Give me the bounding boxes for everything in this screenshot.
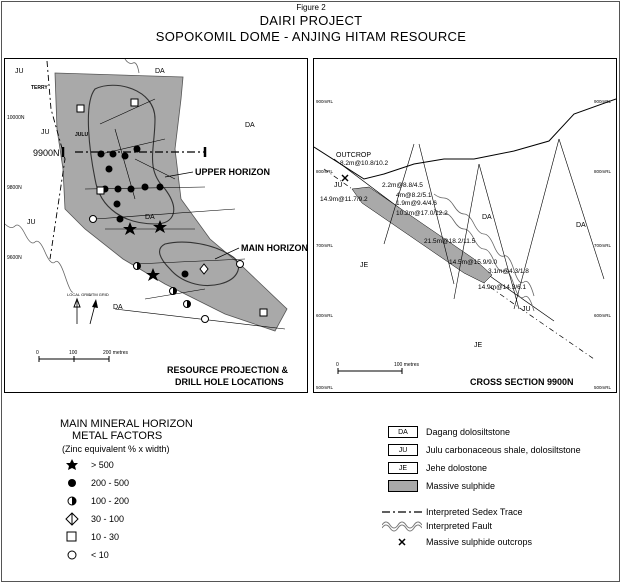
project-title: DAIRI PROJECT	[259, 13, 363, 28]
northing-label: 9800N	[7, 185, 22, 191]
cross-icon	[382, 536, 422, 548]
unit-label: JU	[334, 182, 343, 189]
svg-text:800mRL: 800mRL	[594, 169, 612, 174]
unit-label: JE	[474, 342, 483, 349]
scale-bar	[36, 350, 129, 362]
section-line-label: 9900N	[33, 148, 60, 158]
upper-horizon-label: UPPER HORIZON	[195, 167, 271, 177]
north-arrow-icon	[67, 292, 109, 324]
svg-text:700mRL: 700mRL	[316, 243, 334, 248]
intercept-label: 14.9m@11.7/9.2	[320, 196, 368, 203]
intercept-label: 1.9m@9.4/4.6	[396, 200, 437, 207]
wavy-line-icon	[382, 520, 422, 532]
grid-label: LOCAL GRID	[67, 292, 92, 297]
outcrop-label: OUTCROP	[336, 152, 371, 159]
svg-text:600mRL: 600mRL	[594, 313, 612, 318]
map-caption: CROSS SECTION 9900N	[470, 377, 574, 387]
intercept-label: 14.9m@14.3/6.1	[478, 284, 527, 291]
legend-note: (Zinc equivalent % x width)	[62, 444, 170, 454]
massive-sulphide-swatch	[388, 480, 418, 492]
svg-text:0: 0	[336, 362, 339, 368]
unit-label: DA	[482, 214, 492, 221]
figure-label: Figure 2	[296, 3, 326, 12]
place-label: TERRY	[31, 85, 48, 91]
svg-text:700mRL: 700mRL	[594, 243, 612, 248]
legend-title: METAL FACTORS	[72, 430, 163, 442]
grid-label: UTM GRID	[89, 292, 109, 297]
map-caption: DRILL HOLE LOCATIONS	[175, 377, 284, 387]
unit-label: DA	[576, 222, 586, 229]
legend-title: MAIN MINERAL HORIZON	[60, 418, 193, 430]
cross-section-map	[313, 58, 617, 393]
svg-text:500mRL: 500mRL	[594, 385, 612, 390]
intercept-label: 21.5m@18.2/11.5	[424, 238, 476, 245]
filled-circle-icon	[65, 476, 79, 490]
project-subtitle: SOPOKOMIL DOME - ANJING HITAM RESOURCE	[155, 29, 467, 44]
dash-dot-line-icon	[382, 506, 422, 518]
unit-label: JE	[360, 262, 369, 269]
star-icon	[65, 458, 79, 472]
svg-text:800mRL: 800mRL	[316, 169, 334, 174]
map-caption: RESOURCE PROJECTION &	[167, 365, 289, 375]
svg-text:900mRL: 900mRL	[316, 99, 334, 104]
topographic-surface	[314, 99, 616, 179]
svg-text:100: 100	[69, 350, 78, 356]
geology-legend: DA Dagang dolosiltstone JU Julu carbonaceous shale, dolosiltstone JE Jehe dolostone Massive sulphide Interpreted Sedex Trace Interpreted Fault Massive sulphide outcrops	[380, 422, 610, 572]
svg-text:500mRL: 500mRL	[316, 385, 334, 390]
svg-text:900mRL: 900mRL	[594, 99, 612, 104]
outcrop-cross-icon	[342, 175, 348, 181]
intercept-label: 3.1m@4.3/1.8	[488, 268, 529, 275]
unit-label: JU	[27, 219, 36, 226]
northing-label: 10000N	[7, 115, 25, 121]
unit-label: JU	[41, 129, 50, 136]
unit-label: JU	[15, 68, 24, 75]
unit-label: DA	[155, 68, 165, 75]
svg-text:0: 0	[36, 350, 39, 356]
intercept-label: 4m@8.2/5.1	[396, 192, 432, 199]
intercept-label: 2.2m@8.8/4.5	[382, 182, 423, 189]
open-circle-icon	[65, 548, 79, 562]
svg-text:600mRL: 600mRL	[316, 313, 334, 318]
unit-label: DA	[113, 304, 123, 311]
svg-text:200 metres: 200 metres	[103, 350, 129, 356]
scale-bar	[336, 362, 420, 374]
unit-label: JU	[522, 306, 531, 313]
northing-label: 9600N	[7, 255, 22, 261]
svg-text:100 metres: 100 metres	[394, 362, 420, 368]
unit-label: DA	[245, 122, 255, 129]
resource-projection-map	[4, 58, 308, 393]
metal-factor-legend: MAIN MINERAL HORIZON METAL FACTORS (Zinc equivalent % x width) > 500 200 - 500 100 - 200 30 - 100 10 - 30 < 10	[60, 418, 193, 560]
main-horizon-label: MAIN HORIZON	[241, 243, 307, 253]
square-icon	[65, 530, 79, 544]
half-circle-icon	[65, 494, 79, 508]
place-label: JULU	[75, 132, 89, 138]
intercept-label: 14.5m@15.9/9.0	[449, 259, 498, 266]
diamond-icon	[65, 512, 79, 526]
intercept-label: 10.2m@17.0/12.2	[396, 210, 448, 217]
intercept-label: 8.2m@10.8/10.2	[340, 160, 389, 167]
unit-label: DA	[145, 214, 155, 221]
